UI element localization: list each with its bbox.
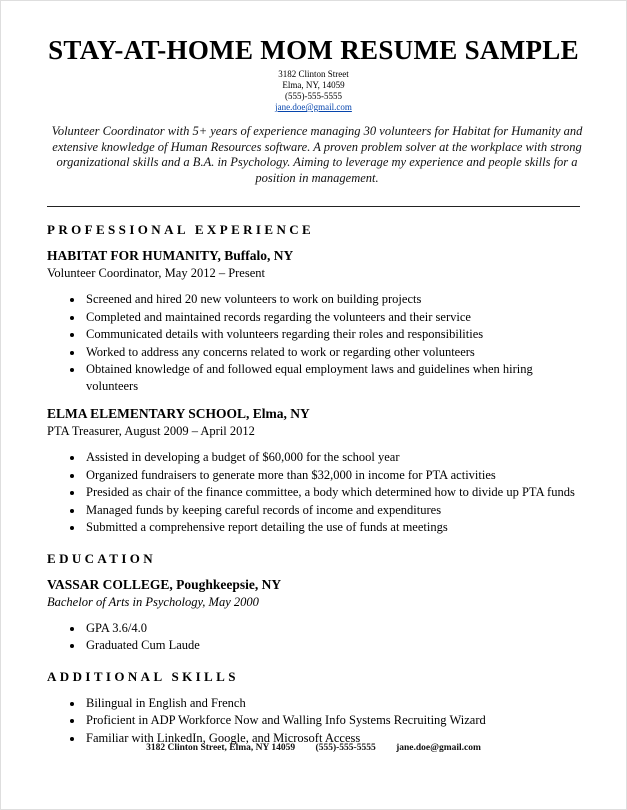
bullet-item: • Presided as chair of the finance committee, a body which determined how to divide up PTA funds xyxy=(84,484,580,501)
education-list xyxy=(47,620,580,654)
contact-city: Elma, NY, 14059 xyxy=(282,80,345,90)
footer-phone: (555)-555-5555 xyxy=(315,743,376,753)
employer-name: HABITAT FOR HUMANITY, Buffalo, NY xyxy=(47,248,294,263)
section-heading-experience: PROFESSIONAL EXPERIENCE xyxy=(47,222,315,237)
school-name: VASSAR COLLEGE, Poughkeepsie, NY xyxy=(47,576,282,592)
footer-email: jane.doe@gmail.com xyxy=(396,743,481,753)
education-block xyxy=(47,577,580,654)
job-block-elma xyxy=(47,406,580,536)
bullet-item: • Submitted a comprehensive report detailing the use of funds at meetings xyxy=(84,519,580,536)
bullet-item: • GPA 3.6/4.0 xyxy=(84,620,580,637)
page-title: STAY-AT-HOME MOM RESUME SAMPLE xyxy=(48,35,579,65)
section-divider xyxy=(47,206,580,207)
summary-text: Volunteer Coordinator with 5+ years of experience managing 30 volunteers for Habitat for Humanity and extensive knowledge of Human Resources software. A proven problem solver at the workplace with strong organizational skills and a B.A. in Psychology. Aiming to leverage my experience and people skills for a position in management. xyxy=(51,124,583,185)
bullet-item: • Worked to address any concerns related to work or regarding other volunteers xyxy=(84,344,580,361)
bullet-item: • Organized fundraisers to generate more than $32,000 in income for PTA activities xyxy=(84,467,580,484)
contact-address: 3182 Clinton Street xyxy=(278,69,349,79)
bullet-item: • Obtained knowledge of and followed equal employment laws and guidelines when hiring volunteers xyxy=(84,361,580,394)
contact-phone: (555)-555-5555 xyxy=(285,91,342,101)
contact-block xyxy=(47,69,580,113)
employer-name: ELMA ELEMENTARY SCHOOL, Elma, NY xyxy=(47,406,310,421)
bullet-item: • Familiar with LinkedIn, Google, and Microsoft Access xyxy=(84,730,580,747)
job-block-habitat xyxy=(47,248,580,394)
job-title: PTA Treasurer, August 2009 – April 2012 xyxy=(47,424,255,438)
bullet-item: • Graduated Cum Laude xyxy=(84,637,580,654)
experience-list xyxy=(47,449,580,536)
bullet-item: • Managed funds by keeping careful records of income and expenditures xyxy=(84,502,580,519)
degree-line: Bachelor of Arts in Psychology, May 2000 xyxy=(47,594,259,609)
footer-address: 3182 Clinton Street, Elma, NY 14059 xyxy=(146,743,296,753)
email-link[interactable]: jane.doe@gmail.com xyxy=(275,102,352,112)
footer xyxy=(1,743,626,753)
bullet-item: • Communicated details with volunteers regarding their roles and responsibilities xyxy=(84,326,580,343)
bullet-item: • Bilingual in English and French xyxy=(84,695,580,712)
bullet-item: • Assisted in developing a budget of $60,000 for the school year xyxy=(84,449,580,466)
bullet-item: • Proficient in ADP Workforce Now and Walling Info Systems Recruiting Wizard xyxy=(84,712,580,729)
skills-list xyxy=(47,695,580,747)
experience-list xyxy=(47,291,580,394)
bullet-item: • Completed and maintained records regarding the volunteers and their service xyxy=(84,309,580,326)
job-title: Volunteer Coordinator, May 2012 – Present xyxy=(47,266,265,280)
bullet-item: • Screened and hired 20 new volunteers to work on building projects xyxy=(84,291,580,308)
section-heading-skills: ADDITIONAL SKILLS xyxy=(47,668,239,684)
section-heading-education: EDUCATION xyxy=(47,550,157,566)
